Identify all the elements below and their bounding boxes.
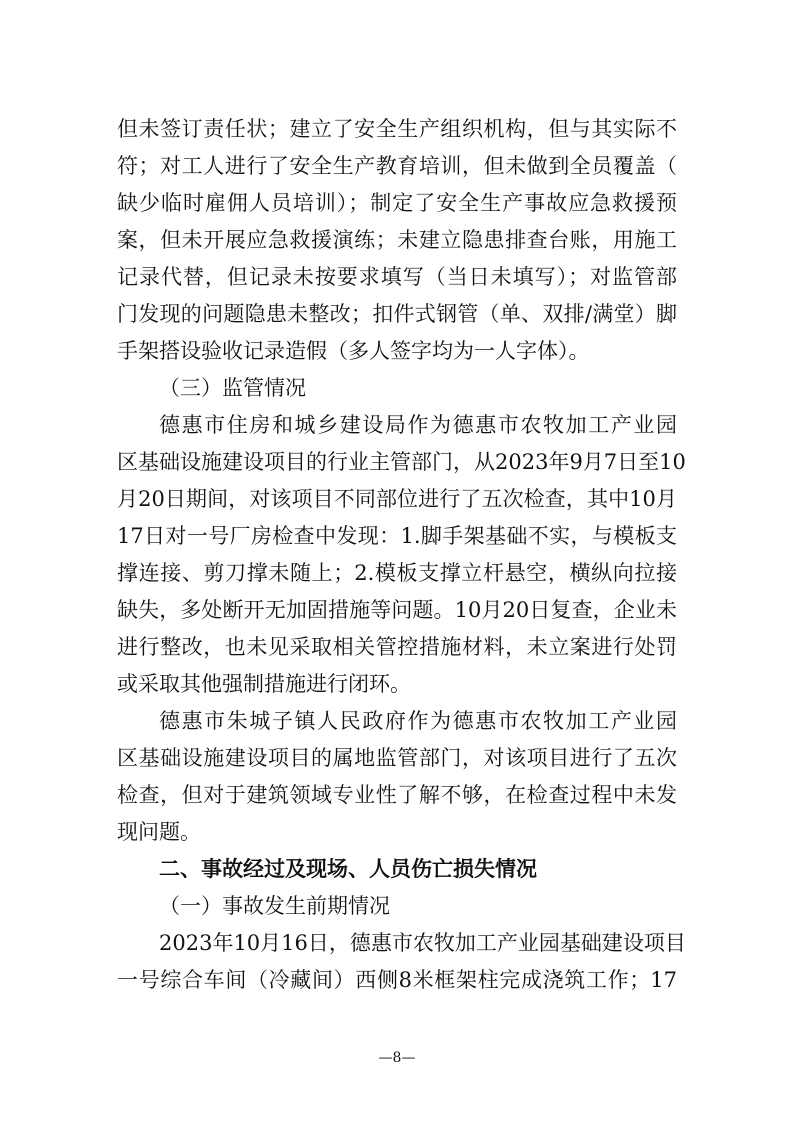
body-line: 门发现的问题隐患未整改；扣件式钢管（单、双排/满堂）脚 <box>117 302 677 326</box>
body-line: 缺少临时雇佣人员培训）；制定了安全生产事故应急救援预 <box>117 191 677 215</box>
body-line: 记录代替，但记录未按要求填写（当日未填写）；对监管部 <box>117 265 677 289</box>
body-line: 但未签订责任状；建立了安全生产组织机构，但与其实际不 <box>117 117 677 141</box>
body-line: 检查，但对于建筑领域专业性了解不够，在检查过程中未发 <box>117 783 677 807</box>
body-line: 缺失，多处断开无加固措施等问题。10月20日复查，企业未 <box>117 598 677 622</box>
body-line: 现问题。 <box>117 820 201 844</box>
body-line: 手架搭设验收记录造假（多人签字均为一人字体）。 <box>117 339 590 363</box>
body-line: 符；对工人进行了安全生产教育培训，但未做到全员覆盖（ <box>117 154 677 178</box>
paragraph-first-line: 2023年10月16日，德惠市农牧加工产业园基础建设项目 <box>159 931 686 955</box>
chapter-heading: 二、事故经过及现场、人员伤亡损失情况 <box>159 857 537 881</box>
body-line: 或采取其他强制措施进行闭环。 <box>117 672 411 696</box>
body-line: 撑连接、剪刀撑未随上；2.模板支撑立杆悬空，横纵向拉接 <box>117 561 677 585</box>
section-heading: （三）监管情况 <box>159 376 306 400</box>
body-line: 17日对一号厂房检查中发现：1.脚手架基础不实，与模板支 <box>117 524 677 548</box>
paragraph-first-line: 德惠市朱城子镇人民政府作为德惠市农牧加工产业园 <box>159 709 677 733</box>
body-line: 区基础设施建设项目的行业主管部门，从2023年9月7日至10 <box>117 450 686 474</box>
section-heading: （一）事故发生前期情况 <box>159 894 390 918</box>
body-line: 一号综合车间（冷藏间）西侧8米框架柱完成浇筑工作；17 <box>117 968 677 992</box>
body-line: 月20日期间，对该项目不同部位进行了五次检查，其中10月 <box>117 487 677 511</box>
paragraph-first-line: 德惠市住房和城乡建设局作为德惠市农牧加工产业园 <box>159 413 677 437</box>
page-number: —8— <box>378 1050 416 1066</box>
body-line: 区基础设施建设项目的属地监管部门，对该项目进行了五次 <box>117 746 677 770</box>
body-line: 进行整改，也未见采取相关管控措施材料，未立案进行处罚 <box>117 635 677 659</box>
body-line: 案，但未开展应急救援演练；未建立隐患排查台账，用施工 <box>117 228 677 252</box>
